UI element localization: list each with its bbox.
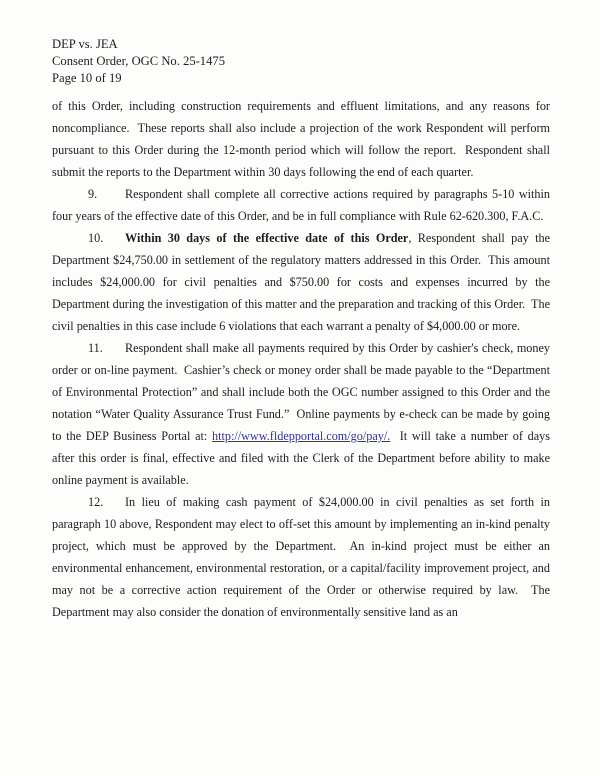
paragraph-continuation [52,95,550,183]
paragraph-9 [52,183,550,227]
paragraph-number: 11. [88,341,103,355]
paragraph-10 [52,227,550,337]
paragraph-number: 12. [88,495,104,509]
paragraph-text: In lieu of making cash payment of $24,000.00 in civil penalties as set forth in paragraph 10 above, Respondent may elect to off-set this amount by implementing an in-kind penalty project, which must be approved by the Department. An in-kind project must be either an environmental enhancement, environmental restoration, or a capital/facility improvement project, and may not be a corrective action requirement of the Order or otherwise required by law. The Department may also consider the donation of environmentally sensitive land as an [52,495,550,619]
paragraph-12 [52,491,550,623]
paragraph-text: Respondent shall complete all corrective actions required by paragraphs 5-10 within four years of the effective date of this Order, and be in full compliance with Rule 62-620.300, F.A.C. [52,187,550,223]
paragraph-text: of this Order, including construction requirements and effluent limitations, and any reasons for noncompliance. These reports shall also include a projection of the work Respondent will perform pursuant to this Order during the 12-month period which will follow the report. Respondent shall submit the reports to the Department within 30 days following the end of each quarter. [52,99,550,179]
paragraph-11 [52,337,550,491]
paragraph-text: It will take a number of days after this order is final, effective and filed with the Clerk of the Department before ability to make online payment is available. [52,429,550,487]
header-case-line: DEP vs. JEA [52,37,118,51]
payment-portal-link[interactable]: http://www.fldepportal.com/go/pay/. [212,429,391,443]
paragraph-number: 10. [88,231,104,245]
paragraph-text: Respondent shall make all payments required by this Order by cashier's check, money order or on-line payment. Cashier’s check or money order shall be made payable to the “Department of Environmental Protection” and shall include both the OGC number assigned to this Order and the notation “Water Quality Assurance Trust Fund.” Online payments by e-check can be made by going to the DEP Business Portal at: [52,341,550,443]
bold-text: Within 30 days of the effective date of this Order [125,231,409,245]
paragraph-text: , Respondent shall pay the Department $24,750.00 in settlement of the regulatory matters addressed in this Order. This amount includes $24,000.00 for civil penalties and $750.00 for costs and expenses incurred by the Department during the investigation of this matter and the preparation and tracking of this Order. The civil penalties in this case include 6 violations that each warrant a penalty of $4,000.00 or more. [52,231,550,333]
document-body [52,95,550,623]
paragraph-number: 9. [88,187,98,201]
header-order-line: Consent Order, OGC No. 25-1475 [52,54,225,68]
header-page-line: Page 10 of 19 [52,71,122,85]
document-header [52,36,550,87]
